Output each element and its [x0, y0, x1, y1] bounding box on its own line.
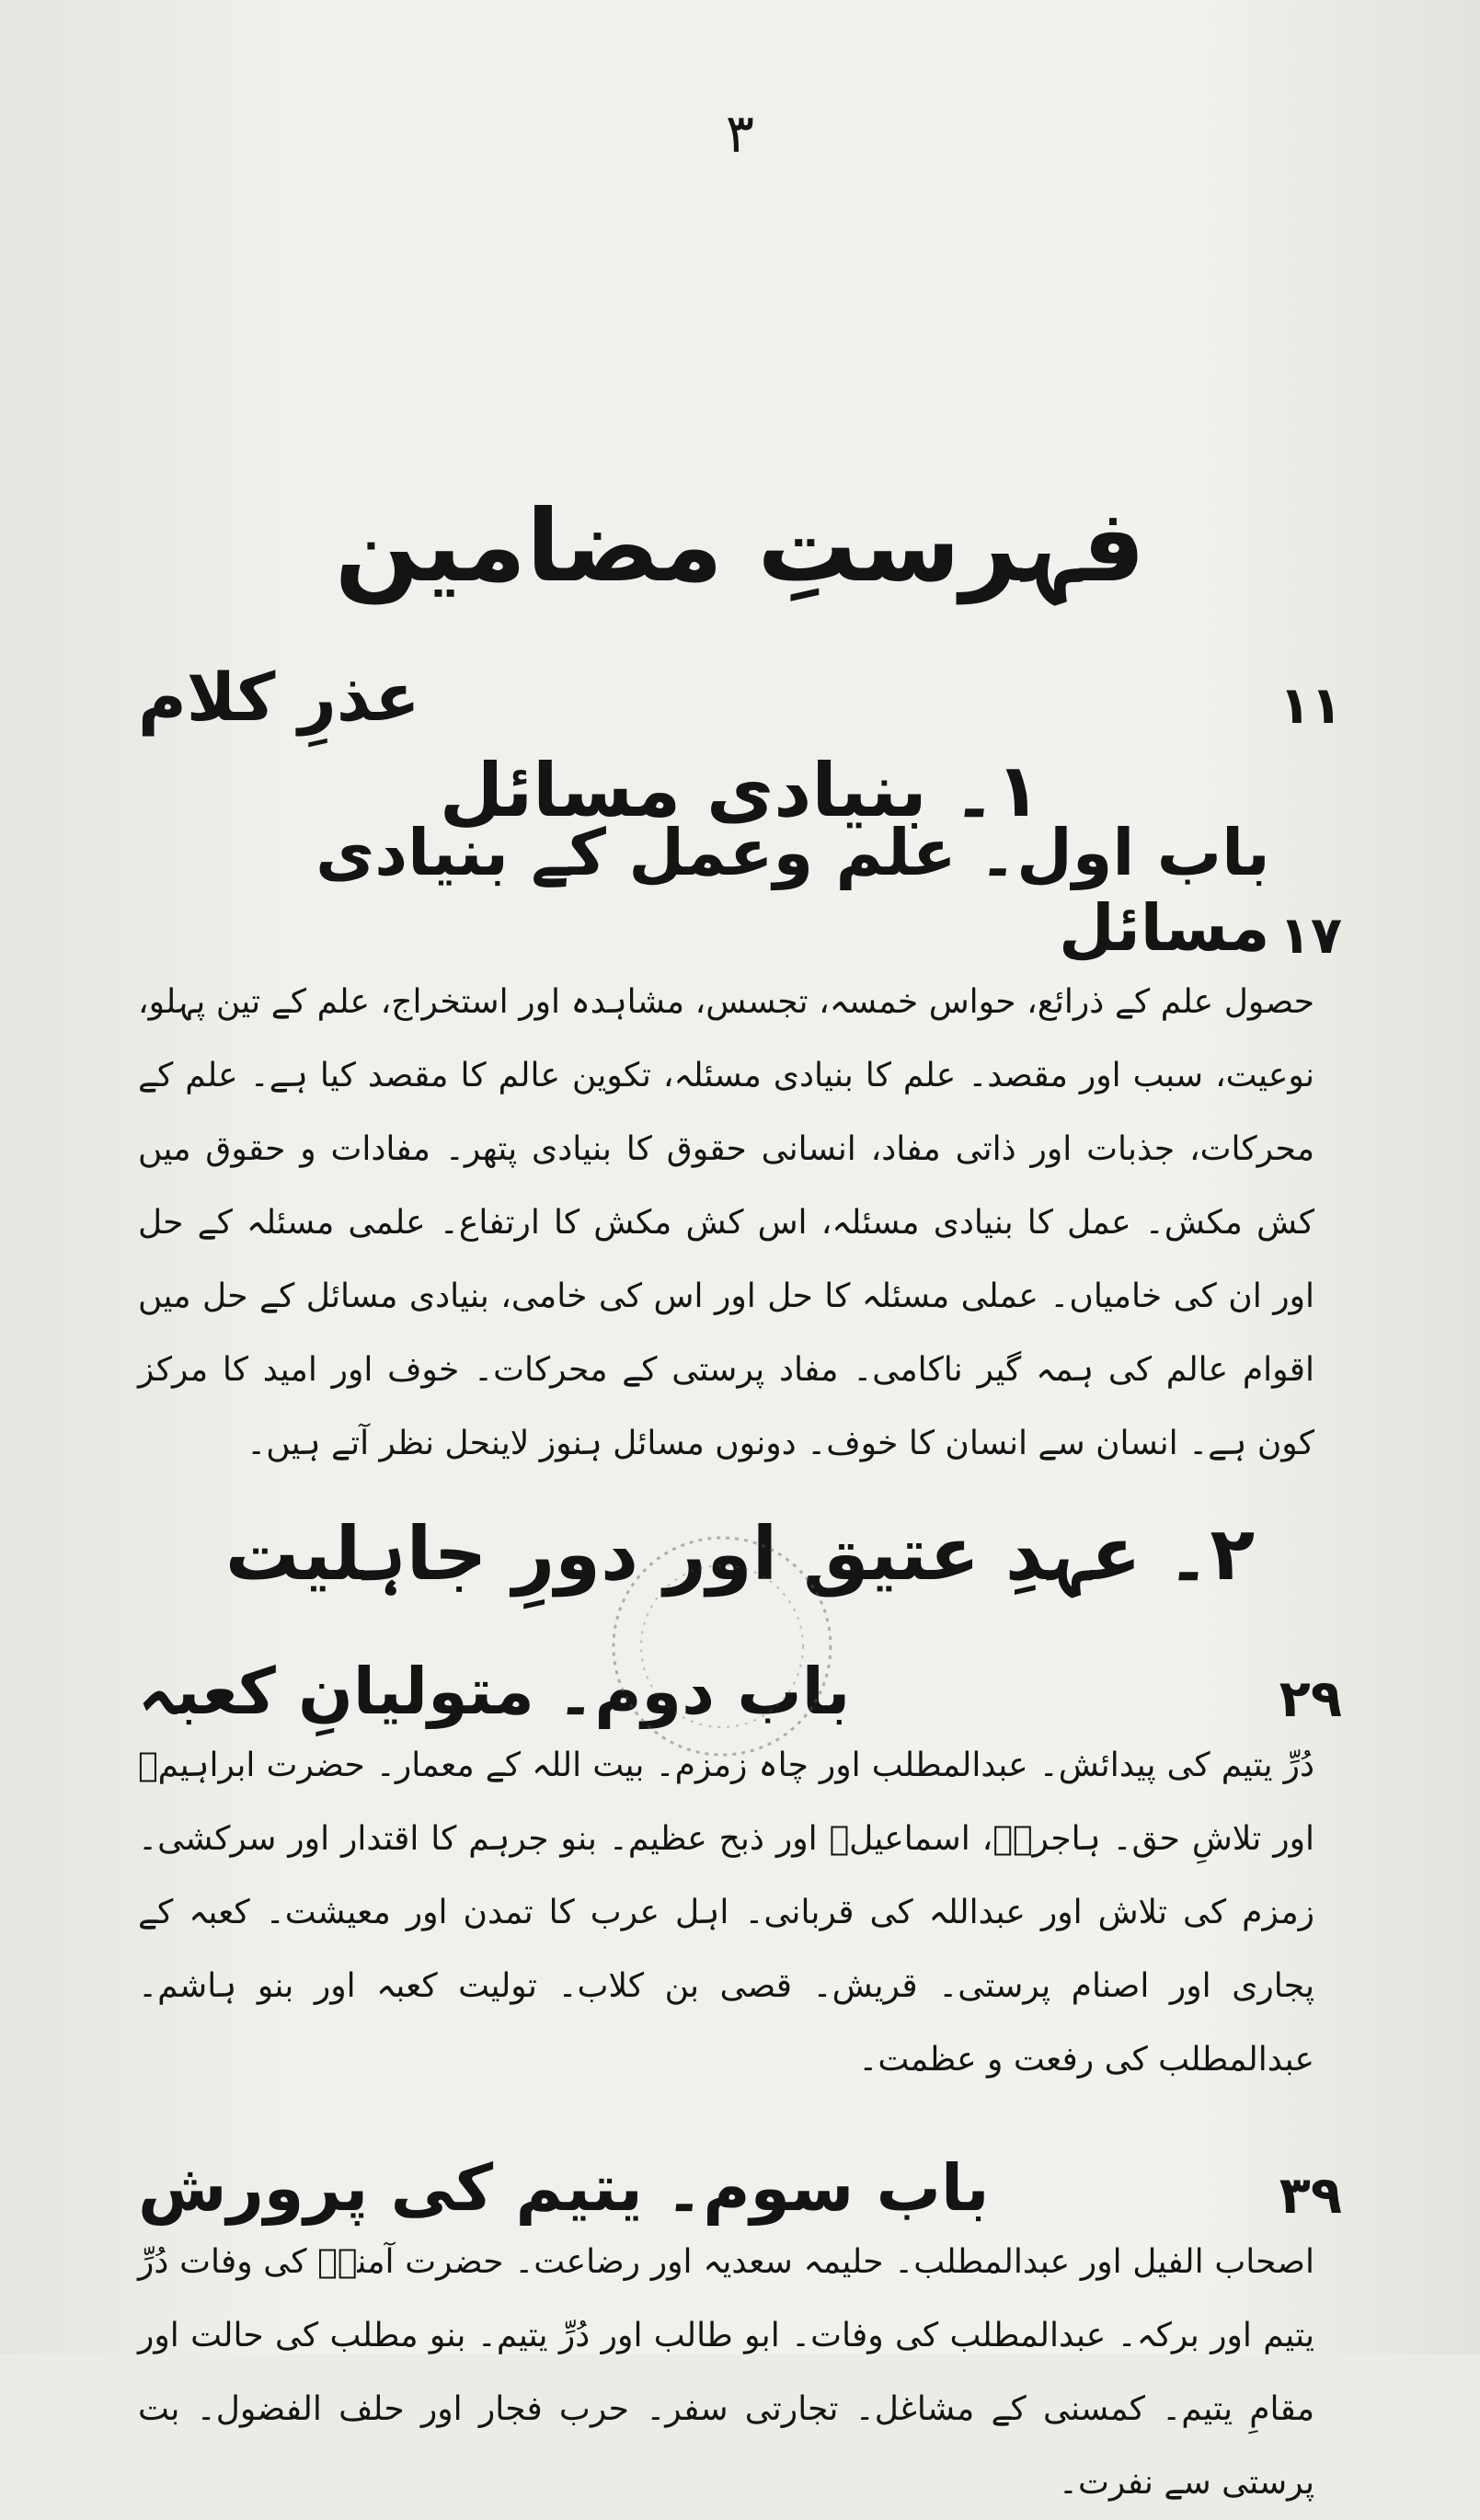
part-title: ۲۔ عہدِ عتیق اور دورِ جاہلیت — [224, 1511, 1256, 1597]
chapter-title: باب سوم۔ یتیم کی پرورش — [138, 2150, 990, 2226]
chapter-page-number: ۲۹ — [1279, 1669, 1342, 1729]
chapter-summary: اصحاب الفیل اور عبدالمطلب۔ حلیمہ سعدیہ اور رضاعت۔ حضرت آمنہؓ کی وفات دُرِّ یتیم اور برکہ۔ عبدالمطلب کی وفات۔ ابو طالب اور دُرِّ یتیم۔ بنو مطلب کی حالت اور مقامِ یتیم۔ کمسنی کے مشاغل۔ تجارتی سفر۔ حرب فجار اور حلف الفضول۔ بت پرستی سے نفرت۔ — [138, 2243, 1314, 2502]
library-stamp-icon — [602, 1527, 842, 1766]
page-number: ۳ — [725, 102, 755, 165]
chapter-summary: حصول علم کے ذرائع، حواس خمسہ، تجسس، مشاہدہ اور استخراج، علم کے تین پہلو، نوعیت، سبب اور مقصد۔ علم کا بنیادی مسئلہ، تکوین عالم کا مقصد کیا ہے۔ علم کے محرکات، جذبات اور ذاتی مفاد، انسانی حقوق کا بنیادی پتھر۔ مفادات و حقوق میں کش مکش۔ عمل کا بنیادی مسئلہ، اس کش مکش کا ارتفاع۔ علمی مسئلہ کے حل اور ان کی خامیاں۔ عملی مسئلہ کا حل اور اس کی خامی، بنیادی مسائل کے حل میں اقوام عالم کی ہمہ گیر ناکامی۔ مفاد پرستی کے محرکات۔ خوف اور امید کا مرکز کون ہے۔ انسان سے انسان کا خوف۔ دونوں مسائل ہنوز لاینحل نظر آتے ہیں۔ — [138, 983, 1314, 1462]
preface-label: عذرِ کلام — [138, 659, 420, 736]
chapter-title: باب اول۔ علم وعمل کے بنیادی مسائل — [316, 815, 1270, 966]
chapter-title: باب دوم۔ متولیانِ کعبہ — [138, 1654, 851, 1729]
toc-entry-chapter — [138, 815, 1342, 966]
toc-entry-preface — [138, 635, 1342, 736]
toc-entry-chapter — [138, 2125, 1342, 2226]
part-title: ۱۔ بنیادی مسائل — [439, 748, 1041, 833]
chapter-summary: دُرِّ یتیم کی پیدائش۔ عبدالمطلب اور چاہ زمزم۔ بیت اللہ کے معمار۔ حضرت ابراہیمؑ اور تلاشِ حق۔ ہاجرہؑ، اسماعیلؑ اور ذبح عظیم۔ بنو جرہم کا اقتدار اور سرکشی۔ زمزم کی تلاش اور عبداللہ کی قربانی۔ اہل عرب کا تمدن اور معیشت۔ کعبہ کے پجاری اور اصنام پرستی۔ قریش۔ قصی بن کلاب۔ تولیت کعبہ اور بنو ہاشم۔ عبدالمطلب کی رفعت و عظمت۔ — [138, 1747, 1314, 2079]
chapter-page-number: ۱۷ — [1279, 906, 1342, 966]
chapter-page-number: ۳۹ — [1279, 2166, 1342, 2226]
page-title: فہرستِ مضامین — [334, 489, 1146, 604]
preface-page-number: ۱۱ — [1279, 676, 1342, 736]
